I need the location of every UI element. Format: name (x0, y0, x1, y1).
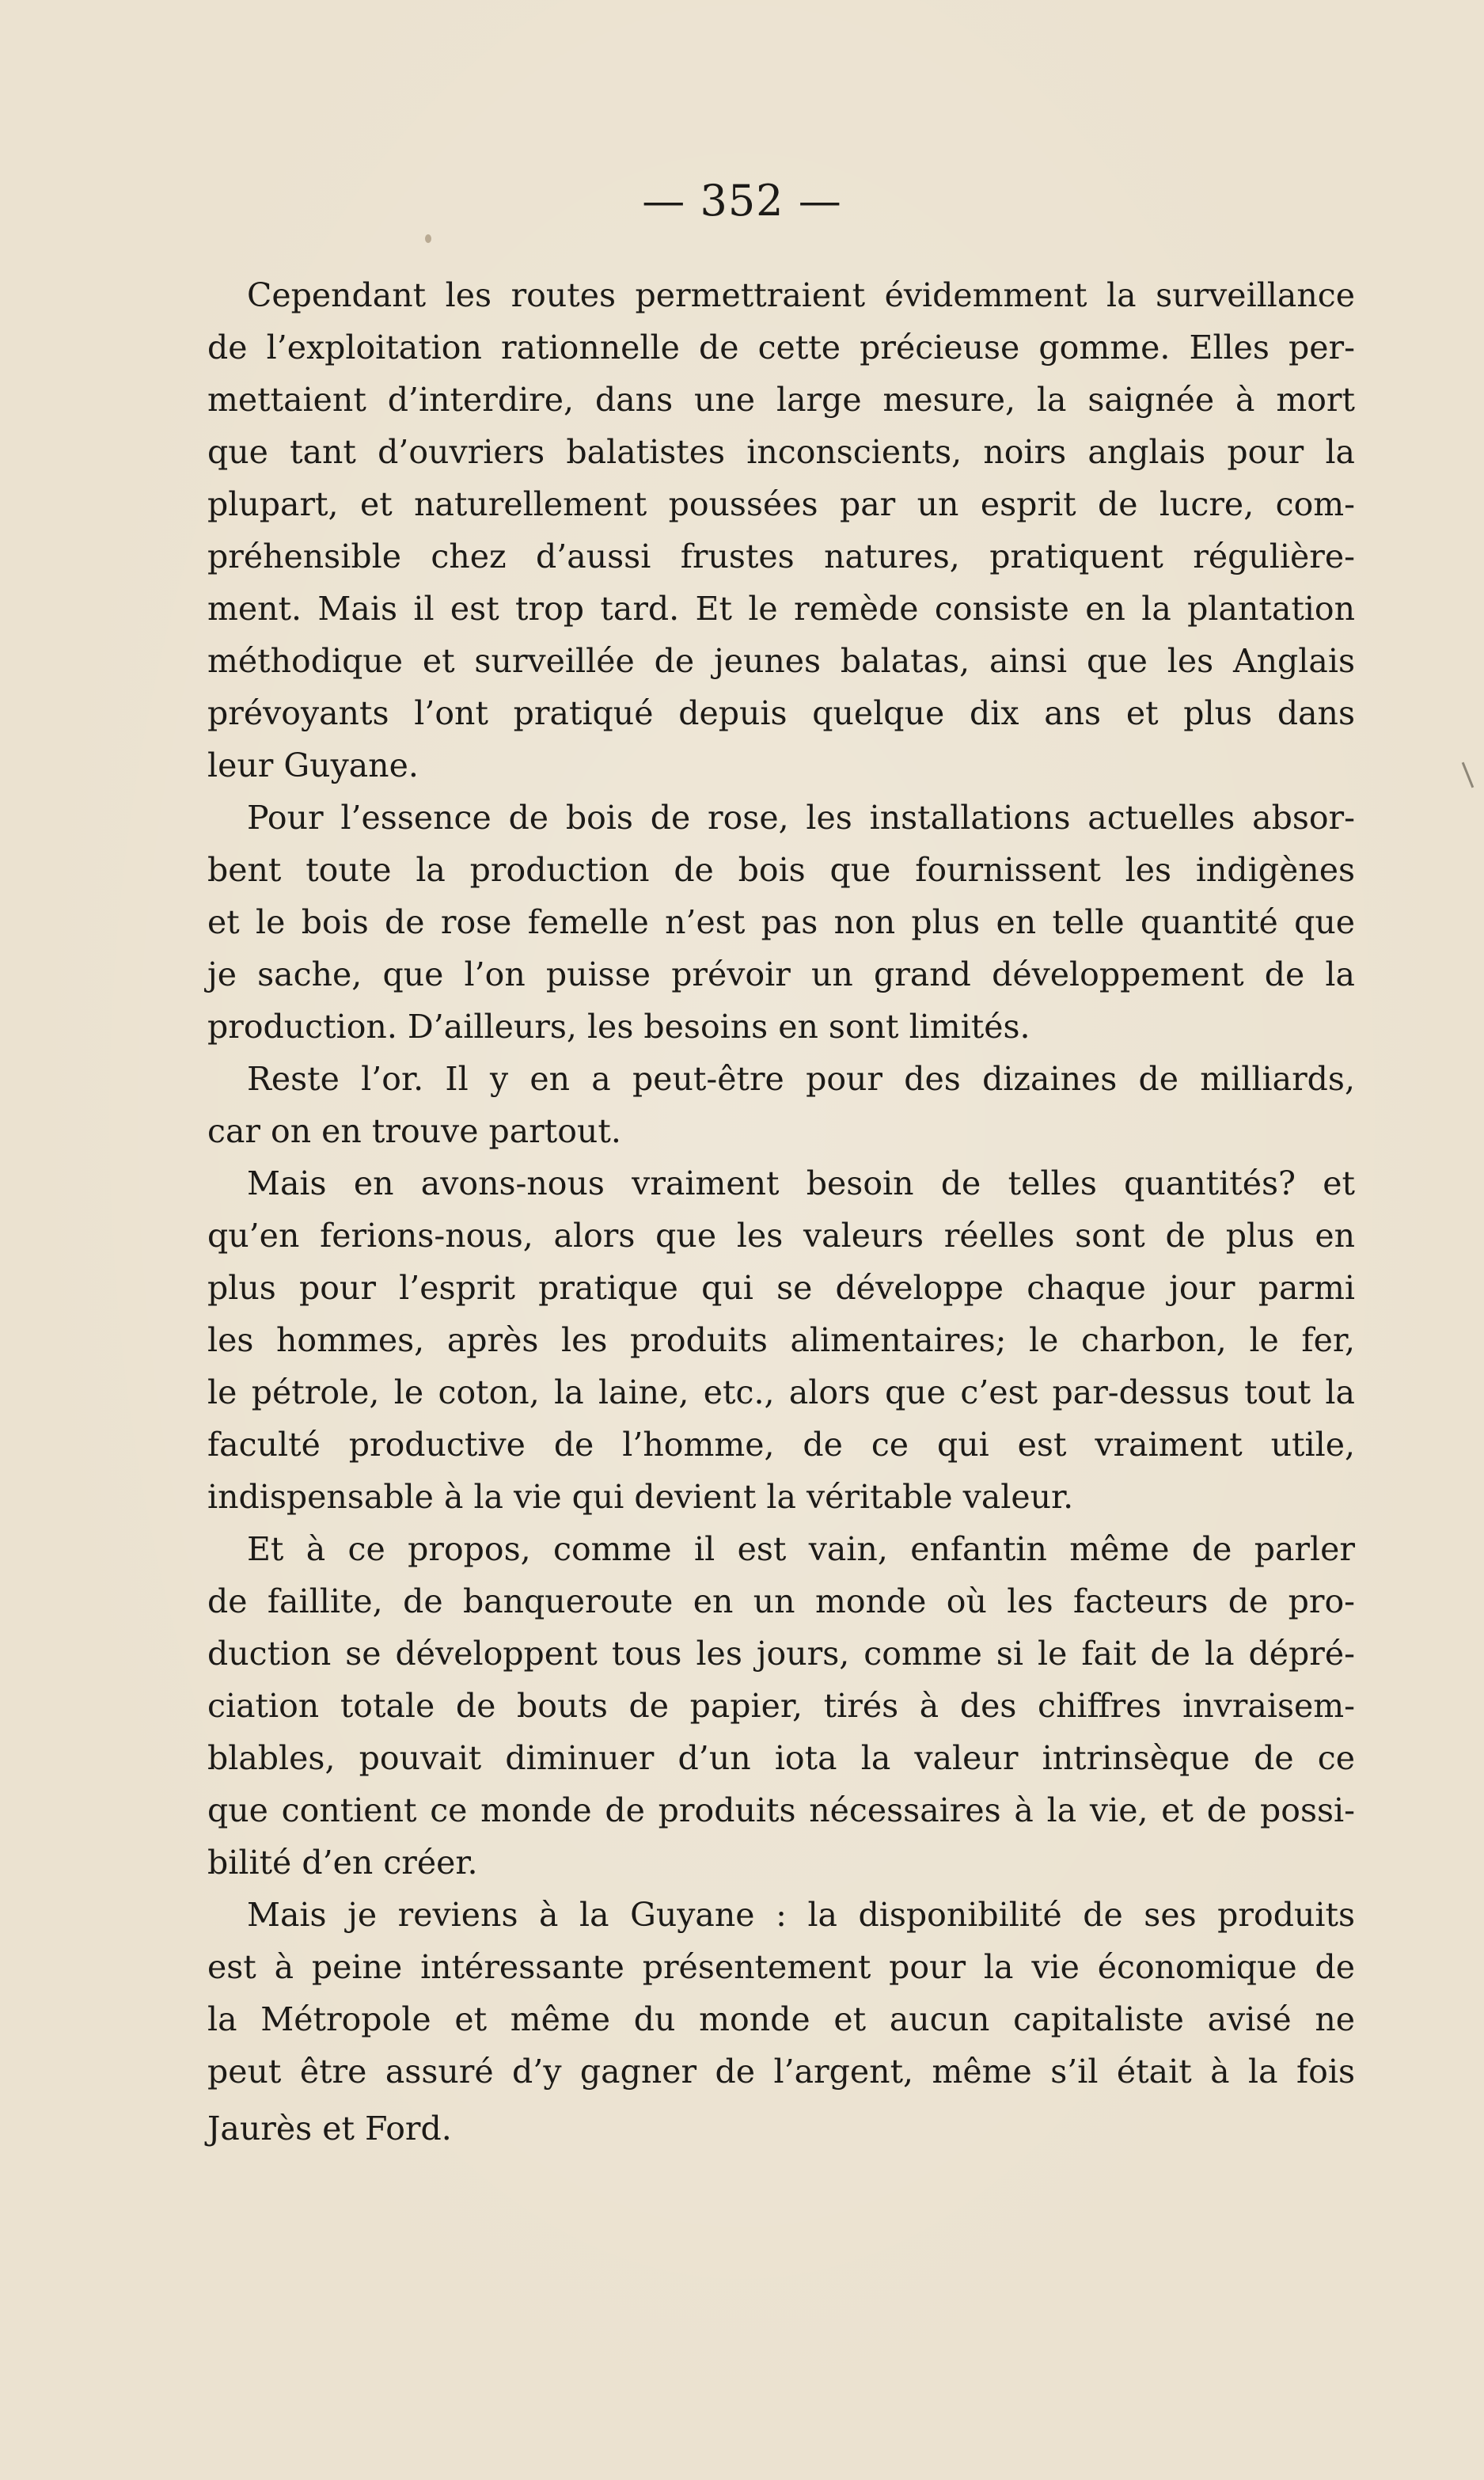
paragraph (207, 1157, 1355, 1523)
text-line: peut être assuré d’y gagner de l’argent, même s’il était à la fois (207, 2053, 1355, 2091)
text-line: prévoyants l’ont pratiqué depuis quelque dix ans et plus dans (207, 694, 1355, 732)
text-line: est à peine intéressante présentement pour la vie économique de (207, 1948, 1355, 1986)
page-number: — 352 — (642, 176, 842, 226)
text-line: méthodique et surveillée de jeunes balatas, ainsi que les Anglais (207, 642, 1355, 680)
text-line: Mais je reviens à la Guyane : la disponibilité de ses produits (247, 1896, 1355, 1934)
margin-pencil-mark (1462, 762, 1475, 788)
text-line: plupart, et naturellement poussées par un esprit de lucre, com- (207, 485, 1355, 523)
paragraph (207, 792, 1355, 1053)
text-line: de faillite, de banqueroute en un monde où les facteurs de pro- (207, 1582, 1355, 1620)
text-line: bilité d’en créer. (207, 1844, 478, 1882)
text-line: car on en trouve partout. (207, 1112, 621, 1150)
text-line: blables, pouvait diminuer d’un iota la valeur intrinsèque de ce (207, 1739, 1355, 1777)
text-line: les hommes, après les produits alimentaires; le charbon, le fer, (207, 1321, 1355, 1359)
text-line: préhensible chez d’aussi frustes natures, pratiquent régulière- (207, 537, 1355, 575)
text-line: indispensable à la vie qui devient la véritable valeur. (207, 1478, 1074, 1516)
text-line: Et à ce propos, comme il est vain, enfantin même de parler (247, 1530, 1355, 1568)
text-line: ment. Mais il est trop tard. Et le remède consiste en la plantation (207, 590, 1355, 628)
text-line: duction se développent tous les jours, comme si le fait de la dépré- (207, 1635, 1355, 1673)
paragraph (207, 1523, 1355, 1889)
text-line: Reste l’or. Il y en a peut-être pour des dizaines de milliards, (247, 1060, 1355, 1098)
text-line: le pétrole, le coton, la laine, etc., alors que c’est par-dessus tout la (207, 1373, 1355, 1411)
text-line: mettaient d’interdire, dans une large mesure, la saignée à mort (207, 381, 1355, 419)
text-line: Mais en avons-nous vraiment besoin de telles quantités? et (247, 1164, 1355, 1202)
ink-speck (425, 234, 431, 243)
text-line: Cependant les routes permettraient évidemment la surveillance (247, 276, 1355, 314)
text-line: ciation totale de bouts de papier, tirés à des chiffres invraisem- (207, 1687, 1355, 1725)
text-line: de l’exploitation rationnelle de cette précieuse gomme. Elles per- (207, 329, 1355, 366)
text-line: leur Guyane. (207, 746, 419, 784)
paragraph (207, 1053, 1355, 1157)
text-line: plus pour l’esprit pratique qui se développe chaque jour parmi (207, 1269, 1355, 1307)
text-line: que contient ce monde de produits nécessaires à la vie, et de possi- (207, 1791, 1355, 1829)
text-line: bent toute la production de bois que fournissent les indigènes (207, 851, 1355, 889)
text-line: qu’en ferions-nous, alors que les valeurs réelles sont de plus en (207, 1217, 1355, 1255)
text-line: Jaurès et Ford. (207, 2110, 452, 2148)
text-line: que tant d’ouvriers balatistes inconscients, noirs anglais pour la (207, 433, 1355, 471)
text-line: faculté productive de l’homme, de ce qui est vraiment utile, (207, 1426, 1355, 1464)
paragraph (207, 269, 1355, 792)
body-text (207, 269, 1355, 2155)
text-line: et le bois de rose femelle n’est pas non plus en telle quantité que (207, 903, 1355, 941)
text-line: la Métropole et même du monde et aucun capitaliste avisé ne (207, 2000, 1355, 2038)
text-line: production. D’ailleurs, les besoins en sont limités. (207, 1008, 1030, 1046)
paragraph (207, 1889, 1355, 2155)
text-line: je sache, que l’on puisse prévoir un grand développement de la (207, 955, 1355, 993)
text-line: Pour l’essence de bois de rose, les installations actuelles absor- (247, 799, 1355, 837)
